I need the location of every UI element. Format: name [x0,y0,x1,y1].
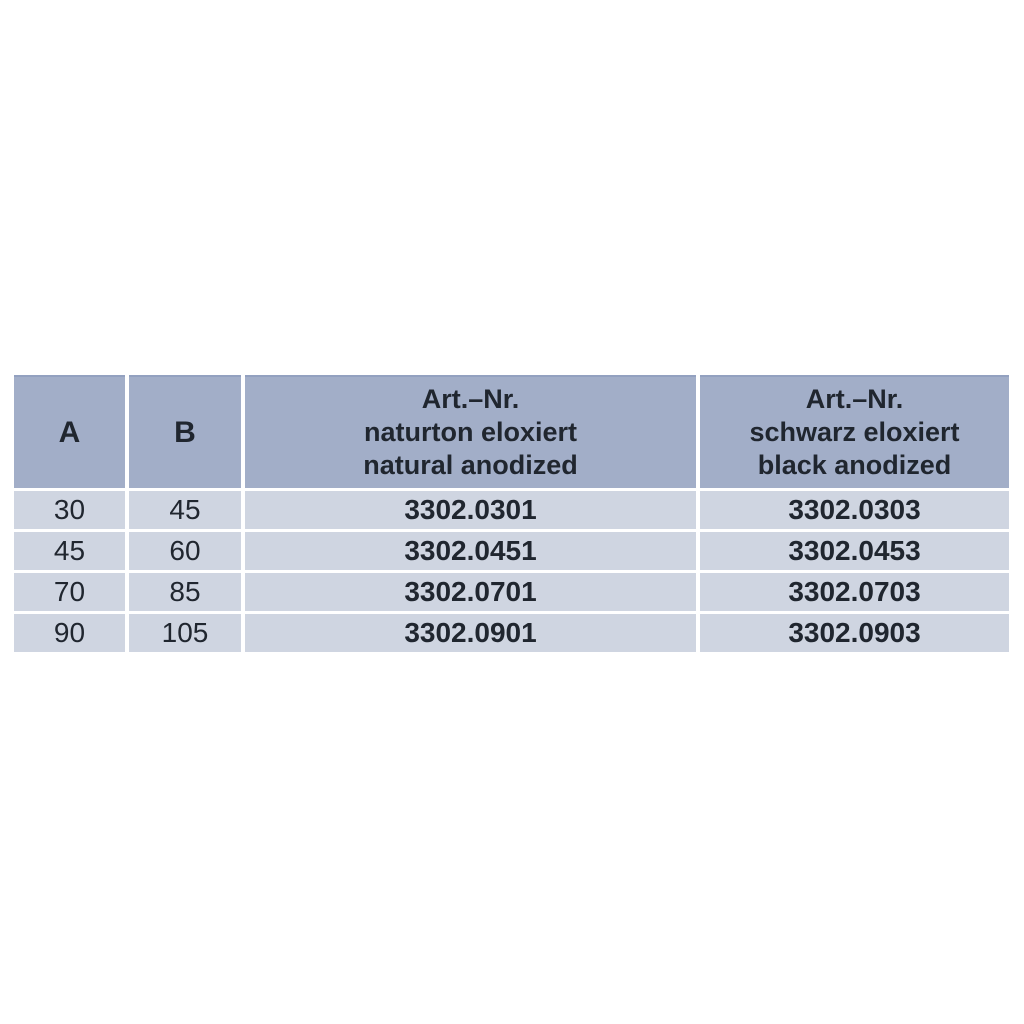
article-number-table [14,375,1009,652]
cell-b: 85 [129,573,241,611]
header-label-black-anodized: black anodized [757,450,952,480]
header-cell-b [129,375,241,488]
cell-a: 45 [14,532,125,570]
cell-artnr-natural: 3302.0451 [245,532,696,570]
cell-artnr-natural: 3302.0701 [245,573,696,611]
cell-b: 60 [129,532,241,570]
cell-a: 90 [14,614,125,652]
cell-artnr-black: 3302.0453 [700,532,1009,570]
cell-artnr-natural: 3302.0901 [245,614,696,652]
header-label-artnr: Art.–Nr. [421,384,520,414]
cell-artnr-natural: 3302.0301 [245,491,696,529]
cell-a: 70 [14,573,125,611]
header-label-schwarz-eloxiert: schwarz eloxiert [749,417,960,447]
cell-artnr-black: 3302.0703 [700,573,1009,611]
header-label-naturton-eloxiert: naturton eloxiert [363,417,578,447]
header-cell-artnr-black [700,375,1009,488]
cell-artnr-black: 3302.0303 [700,491,1009,529]
cell-a: 30 [14,491,125,529]
header-label-natural-anodized: natural anodized [363,450,578,480]
header-cell-a [14,375,125,488]
cell-b: 45 [129,491,241,529]
cell-artnr-black: 3302.0903 [700,614,1009,652]
header-cell-artnr-natural [245,375,696,488]
header-label-b: B [174,415,196,449]
cell-b: 105 [129,614,241,652]
header-label-artnr: Art.–Nr. [805,384,904,414]
header-label-a: A [58,415,81,449]
